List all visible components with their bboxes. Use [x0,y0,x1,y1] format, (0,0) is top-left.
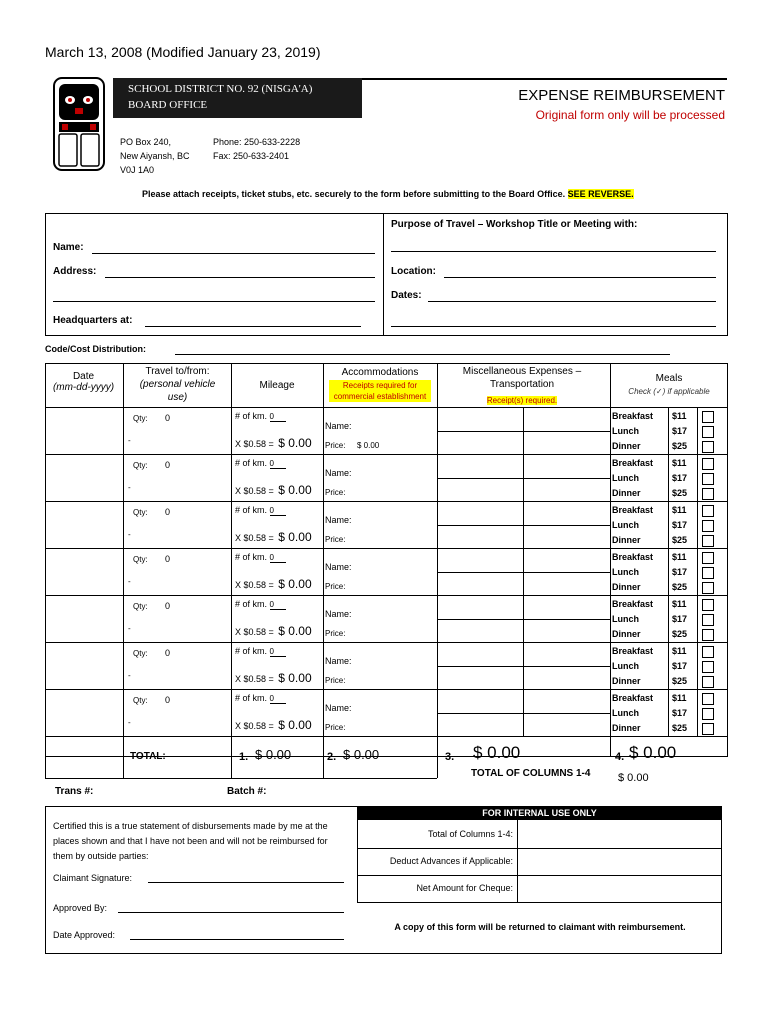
expense-row [45,642,728,689]
certification-statement: Certified this is a true statement of disbursements made by me at the places shown and that I have not been and will not be reimbursed for them by outside parties: [53,821,328,861]
trans-label: Trans #: [55,786,94,797]
claimant-signature-label: Claimant Signature: [53,873,133,883]
rate-label: X $0.58 = [235,486,274,496]
name-field[interactable] [92,253,375,254]
misc-description-field[interactable] [439,550,521,570]
expense-row [45,454,728,501]
mileage-amount: $ 0.00 [278,530,312,544]
total-label: TOTAL: [130,751,166,762]
meal-label: Dinner [612,582,641,592]
meal-amount: $17 [672,567,688,577]
instruction-line [142,189,634,199]
meal-amount: $25 [672,723,688,733]
date-approved-label: Date Approved: [53,930,116,940]
contact-info [213,135,300,163]
misc-amount-field[interactable] [525,597,607,617]
meal-label: Dinner [612,676,641,686]
meal-checkbox[interactable] [702,661,714,673]
qty-label: Qty: [133,649,148,658]
misc-expenses-header: Miscellaneous Expenses – Transportation Receipt(s) required. [462,366,582,405]
accom-price-label: Price: [325,441,346,450]
qty-value[interactable]: 0 [165,460,171,470]
mileage-calc [235,434,312,452]
address-line: New Aiyansh, BC [120,151,190,161]
km-label: # of km. [235,599,268,609]
km-line [235,552,286,562]
km-line [235,505,286,515]
meal-amount: $11 [672,646,687,656]
meal-checkbox[interactable] [702,458,714,470]
deduct-advances-label: Deduct Advances if Applicable: [389,856,513,866]
accom-name-label: Name: [325,656,352,666]
km-line [235,599,286,609]
qty-value[interactable]: 0 [165,695,171,705]
misc-description-field[interactable] [439,456,521,476]
accom-price-value[interactable]: $ 0.00 [357,441,380,450]
dates-field[interactable] [428,301,716,302]
meal-label: Breakfast [612,411,654,421]
meal-amount: $11 [672,552,687,562]
travel-dash: - [128,577,131,586]
km-line [235,646,286,656]
accom-name-field[interactable] [357,699,433,713]
meal-label: Lunch [612,614,639,624]
km-label: # of km. [235,646,268,656]
km-label: # of km. [235,411,268,421]
expense-table [45,363,728,765]
totals-area [45,743,728,794]
mileage-amount: $ 0.00 [278,718,312,732]
qty-label: Qty: [133,696,148,705]
purpose-field[interactable] [391,251,716,252]
mileage-calc [235,528,312,546]
district-banner [113,78,362,118]
qty-label: Qty: [133,414,148,423]
mileage-amount: $ 0.00 [278,671,312,685]
instruction-text: Please attach receipts, ticket stubs, etc. securely to the form before submitting to the Board Office. [142,189,566,199]
revision-date: March 13, 2008 (Modified January 23, 2019) [45,44,321,60]
expense-row [45,595,728,642]
meal-amount: $25 [672,629,688,639]
km-label: # of km. [235,505,268,515]
rate-label: X $0.58 = [235,721,274,731]
meal-label: Lunch [612,473,639,483]
meal-amount: $17 [672,661,688,671]
meal-checkbox[interactable] [702,676,714,688]
meal-label: Breakfast [612,505,654,515]
meal-checkbox[interactable] [702,426,714,438]
meal-label: Breakfast [612,599,654,609]
col2-number: 2. [327,751,337,763]
mileage-amount: $ 0.00 [278,483,312,497]
meal-amount: $25 [672,535,688,545]
qty-label: Qty: [133,602,148,611]
meal-amount: $11 [672,411,687,421]
accom-name-field[interactable] [357,417,433,431]
meal-amount: $11 [672,693,687,703]
accom-name-field[interactable] [357,558,433,572]
address-field-line2[interactable] [53,301,375,302]
meal-label: Lunch [612,520,639,530]
accom-name-label: Name: [325,515,352,525]
meal-checkbox[interactable] [702,473,714,485]
col3-total: $ 0.00 [473,743,521,762]
accom-name-field[interactable] [357,652,433,666]
meal-checkbox[interactable] [702,411,714,423]
misc-amount-field[interactable] [525,691,607,711]
meal-amount: $11 [672,505,687,515]
misc-amount-field[interactable] [525,456,607,476]
km-line [235,458,286,468]
meals-header: Meals Check (✓) if applicable [628,373,710,396]
phone-number: Phone: 250-633-2228 [213,137,301,147]
meal-checkbox[interactable] [702,708,714,720]
travel-header: Travel to/from: (personal vehicle use) [139,366,216,403]
batch-label: Batch #: [227,786,267,797]
km-label: # of km. [235,693,268,703]
meal-label: Lunch [612,661,639,671]
misc-amount-field[interactable] [525,550,607,570]
meal-checkbox[interactable] [702,505,714,517]
location-field[interactable] [444,277,716,278]
meal-checkbox[interactable] [702,441,714,453]
km-input[interactable]: 0 [270,647,286,657]
qty-value[interactable]: 0 [165,507,171,517]
meal-amount: $25 [672,488,688,498]
mileage-amount: $ 0.00 [278,436,312,450]
header-rule [362,78,727,80]
misc-description-field[interactable] [439,597,521,617]
misc-description-field[interactable] [439,503,521,523]
date-header: Date (mm-dd-yyyy) [52,371,115,393]
address-field[interactable] [105,277,375,278]
meal-label: Lunch [612,567,639,577]
accom-price-label: Price: [325,676,346,685]
meal-label: Breakfast [612,693,654,703]
col1-total: $ 0.00 [255,747,292,762]
approved-by-label: Approved By: [53,903,108,913]
accom-name-label: Name: [325,703,352,713]
total-of-columns-value: $ 0.00 [618,772,649,784]
location-label: Location: [391,266,436,277]
accom-price-label: Price: [325,535,346,544]
address-line: V0J 1A0 [120,165,155,175]
meal-checkbox[interactable] [702,646,714,658]
code-distribution-label: Code/Cost Distribution: [45,344,146,354]
meal-amount: $25 [672,582,688,592]
accom-price-label: Price: [325,629,346,638]
copy-returned-note: A copy of this form will be returned to claimant with reimbursement. [394,922,686,932]
misc-amount-field[interactable] [525,409,607,429]
meal-label: Dinner [612,488,641,498]
date-field[interactable] [47,503,121,546]
form-title: EXPENSE REIMBURSEMENT [518,87,725,104]
km-input[interactable]: 0 [270,459,286,469]
deduct-advances-field[interactable] [519,849,721,874]
date-field[interactable] [47,644,121,687]
meal-label: Breakfast [612,646,654,656]
date-field[interactable] [47,597,121,640]
meal-amount: $11 [672,458,687,468]
rate-label: X $0.58 = [235,674,274,684]
net-amount-label: Net Amount for Cheque: [416,883,513,893]
mileage-calc [235,481,312,499]
meal-checkbox[interactable] [702,582,714,594]
meal-checkbox[interactable] [702,552,714,564]
travel-dash: - [128,624,131,633]
meal-amount: $17 [672,473,688,483]
mileage-amount: $ 0.00 [278,577,312,591]
address-label: Address: [53,266,97,277]
mileage-calc [235,669,312,687]
km-input[interactable]: 0 [270,412,286,422]
mileage-calc [235,716,312,734]
misc-amount-field[interactable] [525,644,607,664]
qty-label: Qty: [133,508,148,517]
form-subtitle: Original form only will be processed [535,108,725,122]
accom-name-field[interactable] [357,605,433,619]
expense-row [45,407,728,454]
meal-label: Breakfast [612,552,654,562]
headquarters-label: Headquarters at: [53,315,133,326]
qty-value[interactable]: 0 [165,554,171,564]
accom-name-label: Name: [325,468,352,478]
qty-value[interactable]: 0 [165,648,171,658]
accom-price-label: Price: [325,488,346,497]
accom-name-field[interactable] [357,511,433,525]
qty-value[interactable]: 0 [165,601,171,611]
km-input[interactable]: 0 [270,694,286,704]
meal-checkbox[interactable] [702,614,714,626]
meal-label: Dinner [612,723,641,733]
rate-label: X $0.58 = [235,627,274,637]
misc-amount-field[interactable] [525,503,607,523]
banner-district-name: SCHOOL DISTRICT NO. 92 (NISGA'A) [128,83,313,95]
meal-amount: $25 [672,676,688,686]
headquarters-field[interactable] [145,326,361,327]
km-input[interactable]: 0 [270,600,286,610]
mileage-calc [235,622,312,640]
meal-label: Dinner [612,629,641,639]
mileage-amount: $ 0.00 [278,624,312,638]
see-reverse-note: SEE REVERSE. [567,189,634,199]
mileage-calc [235,575,312,593]
accom-price-label: Price: [325,723,346,732]
accom-price-label: Price: [325,582,346,591]
date-field[interactable] [47,550,121,593]
meal-amount: $11 [672,599,687,609]
meal-amount: $25 [672,441,688,451]
accom-name-label: Name: [325,609,352,619]
col1-number: 1. [239,751,249,763]
meal-amount: $17 [672,426,688,436]
meal-checkbox[interactable] [702,488,714,500]
date-approved-field[interactable] [130,939,344,940]
district-crest-logo [48,76,110,174]
km-line [235,693,286,703]
qty-label: Qty: [133,461,148,470]
km-label: # of km. [235,458,268,468]
col4-number: 4. [615,751,625,763]
qty-value[interactable]: 0 [165,413,171,423]
misc-description-field[interactable] [439,691,521,711]
accom-name-field[interactable] [357,464,433,478]
date-field[interactable] [47,456,121,499]
km-line [235,411,286,421]
expense-row [45,689,728,736]
internal-use-header: FOR INTERNAL USE ONLY [357,806,722,820]
meal-checkbox[interactable] [702,723,714,735]
total-columns-label: Total of Columns 1-4: [427,829,513,839]
approved-by-field[interactable] [118,912,344,913]
qty-label: Qty: [133,555,148,564]
travel-dash: - [128,436,131,445]
meal-checkbox[interactable] [702,693,714,705]
date-field[interactable] [47,409,121,452]
meal-amount: $17 [672,708,688,718]
meal-label: Dinner [612,441,641,451]
travel-dash: - [128,530,131,539]
km-input[interactable]: 0 [270,506,286,516]
dates-label: Dates: [391,290,422,301]
total-of-columns-label: TOTAL OF COLUMNS 1-4 [471,768,591,779]
travel-dash: - [128,718,131,727]
expense-row [45,548,728,595]
col2-total: $ 0.00 [343,747,380,762]
travel-dash: - [128,483,131,492]
km-input[interactable]: 0 [270,553,286,563]
address-line: PO Box 240, [120,137,172,147]
meal-checkbox[interactable] [702,629,714,641]
meal-label: Lunch [612,708,639,718]
meal-checkbox[interactable] [702,567,714,579]
banner-board-office: BOARD OFFICE [128,99,208,111]
meal-amount: $17 [672,614,688,624]
net-amount-field[interactable] [519,876,721,901]
rate-label: X $0.58 = [235,439,274,449]
claimant-signature-field[interactable] [148,882,344,883]
meal-label: Dinner [612,535,641,545]
meal-label: Lunch [612,426,639,436]
misc-description-field[interactable] [439,644,521,664]
meal-checkbox[interactable] [702,599,714,611]
meal-checkbox[interactable] [702,535,714,547]
travel-dash: - [128,671,131,680]
col3-number: 3. [445,751,455,763]
mileage-header: Mileage [259,380,295,391]
name-label: Name: [53,242,84,253]
expense-row [45,501,728,548]
accommodations-header: Accommodations Receipts required for commercial establishment [325,367,435,402]
total-columns-field[interactable] [519,821,721,847]
misc-description-field[interactable] [439,409,521,429]
col4-total: $ 0.00 [629,743,677,762]
rate-label: X $0.58 = [235,580,274,590]
date-field[interactable] [47,691,121,734]
code-distribution-field[interactable] [175,354,670,355]
accom-name-label: Name: [325,421,352,431]
accom-name-label: Name: [325,562,352,572]
purpose-field-line2[interactable] [391,326,716,327]
rate-label: X $0.58 = [235,533,274,543]
mailing-address [120,135,190,177]
meal-checkbox[interactable] [702,520,714,532]
fax-number: Fax: 250-633-2401 [213,151,290,161]
meal-amount: $17 [672,520,688,530]
km-label: # of km. [235,552,268,562]
purpose-label: Purpose of Travel – Workshop Title or Meeting with: [391,219,638,230]
meal-label: Breakfast [612,458,654,468]
